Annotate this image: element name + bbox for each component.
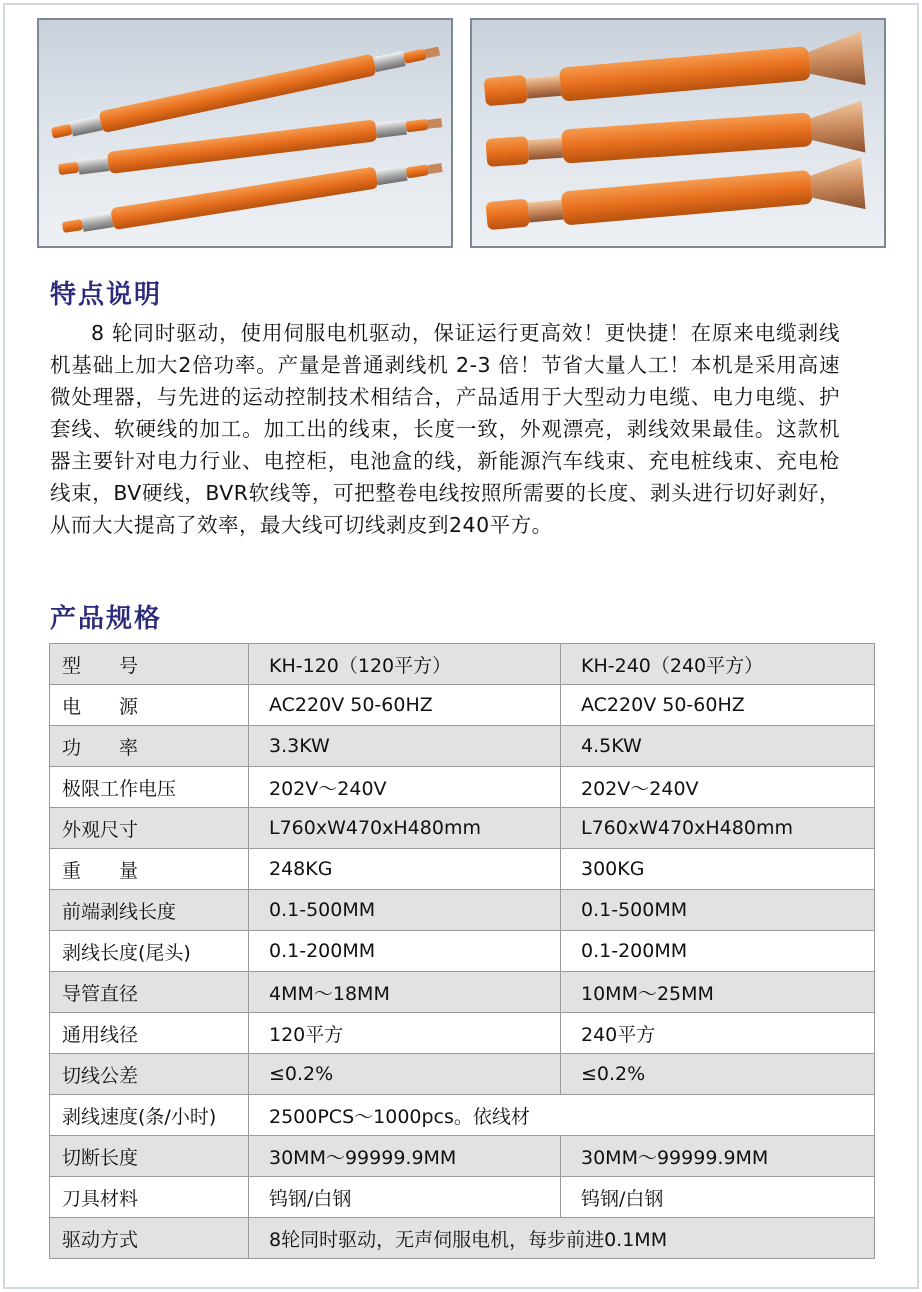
- table-row: [50, 726, 875, 767]
- spec-value-a: 0.1-200MM: [249, 931, 561, 972]
- spec-value-a: L760xW470xH480mm: [249, 808, 561, 849]
- specs-heading: 产品规格: [50, 604, 163, 634]
- table-row: [50, 1177, 875, 1218]
- spec-label: 剥线速度(条/小时): [50, 1095, 249, 1136]
- spec-label: 切线公差: [50, 1054, 249, 1095]
- spec-value-merged: 8轮同时驱动，无声伺服电机，每步前进0.1MM: [249, 1218, 875, 1259]
- spec-label: 极限工作电压: [50, 767, 249, 808]
- spec-value-a: KH-120（120平方）: [249, 644, 561, 685]
- table-row: [50, 767, 875, 808]
- table-row: [50, 1218, 875, 1259]
- table-row: [50, 890, 875, 931]
- features-paragraph: 8 轮同时驱动，使用伺服电机驱动，保证运行更高效！更快捷！在原来电缆剥线机基础上加大2倍功率。产量是普通剥线机 2-3 倍！节省大量人工！本机是采用高速微处理器，与先进的运动控制技术相结合，产品适用于大型动力电缆、电力电缆、护套线、软硬线的加工。加工出的线束，长度一致，外观漂亮，剥线效果最佳。这款机器主要针对电力行业、电控柜，电池盒的线，新能源汽车线束、充电桩线束、充电枪线束，BV硬线，BVR软线等，可把整卷电线按照所需要的长度、剥头进行切好剥好，从而大大提高了效率，最大线可切线剥皮到240平方。: [50, 321, 840, 537]
- orange-copper-cables-icon: [472, 20, 884, 246]
- spec-label: 剥线长度(尾头): [50, 931, 249, 972]
- spec-value-a: 120平方: [249, 1013, 561, 1054]
- spec-value-merged: 2500PCS～1000pcs。依线材: [249, 1095, 875, 1136]
- spec-value-a: 0.1-500MM: [249, 890, 561, 931]
- spec-value-b: 300KG: [561, 849, 875, 890]
- spec-value-b: 钨钢/白钢: [561, 1177, 875, 1218]
- table-row: [50, 1136, 875, 1177]
- spec-label: 型 号: [50, 644, 249, 685]
- spec-value-b: ≤0.2%: [561, 1054, 875, 1095]
- orange-shielded-cables-icon: [39, 20, 451, 246]
- table-row: [50, 972, 875, 1013]
- spec-value-a: 4MM～18MM: [249, 972, 561, 1013]
- spec-value-b: 30MM～99999.9MM: [561, 1136, 875, 1177]
- features-heading: 特点说明: [50, 280, 163, 310]
- table-row: [50, 644, 875, 685]
- spec-label: 导管直径: [50, 972, 249, 1013]
- spec-value-b: L760xW470xH480mm: [561, 808, 875, 849]
- spec-label: 重 量: [50, 849, 249, 890]
- table-row: [50, 1013, 875, 1054]
- spec-value-a: AC220V 50-60HZ: [249, 685, 561, 726]
- table-row: [50, 849, 875, 890]
- spec-label: 切断长度: [50, 1136, 249, 1177]
- spec-value-a: 30MM～99999.9MM: [249, 1136, 561, 1177]
- spec-value-a: 248KG: [249, 849, 561, 890]
- spec-value-b: 240平方: [561, 1013, 875, 1054]
- spec-label: 功 率: [50, 726, 249, 767]
- spec-label: 通用线径: [50, 1013, 249, 1054]
- spec-value-a: 钨钢/白钢: [249, 1177, 561, 1218]
- spec-value-b: 0.1-500MM: [561, 890, 875, 931]
- table-row: [50, 931, 875, 972]
- spec-label: 前端剥线长度: [50, 890, 249, 931]
- spec-table: [49, 643, 875, 1259]
- spec-value-a: 3.3KW: [249, 726, 561, 767]
- spec-value-b: 4.5KW: [561, 726, 875, 767]
- spec-label: 外观尺寸: [50, 808, 249, 849]
- spec-label: 电 源: [50, 685, 249, 726]
- table-row: [50, 1095, 875, 1136]
- spec-value-a: 202V～240V: [249, 767, 561, 808]
- spec-label: 刀具材料: [50, 1177, 249, 1218]
- spec-value-a: ≤0.2%: [249, 1054, 561, 1095]
- spec-value-b: 10MM～25MM: [561, 972, 875, 1013]
- spec-value-b: 202V～240V: [561, 767, 875, 808]
- spec-value-b: KH-240（240平方）: [561, 644, 875, 685]
- spec-table-body: [50, 644, 875, 1259]
- table-row: [50, 808, 875, 849]
- spec-value-b: AC220V 50-60HZ: [561, 685, 875, 726]
- cable-photo-copper-strands: [470, 18, 886, 248]
- spec-label: 驱动方式: [50, 1218, 249, 1259]
- cable-photo-braided-shield: [37, 18, 453, 248]
- table-row: [50, 685, 875, 726]
- table-row: [50, 1054, 875, 1095]
- spec-value-b: 0.1-200MM: [561, 931, 875, 972]
